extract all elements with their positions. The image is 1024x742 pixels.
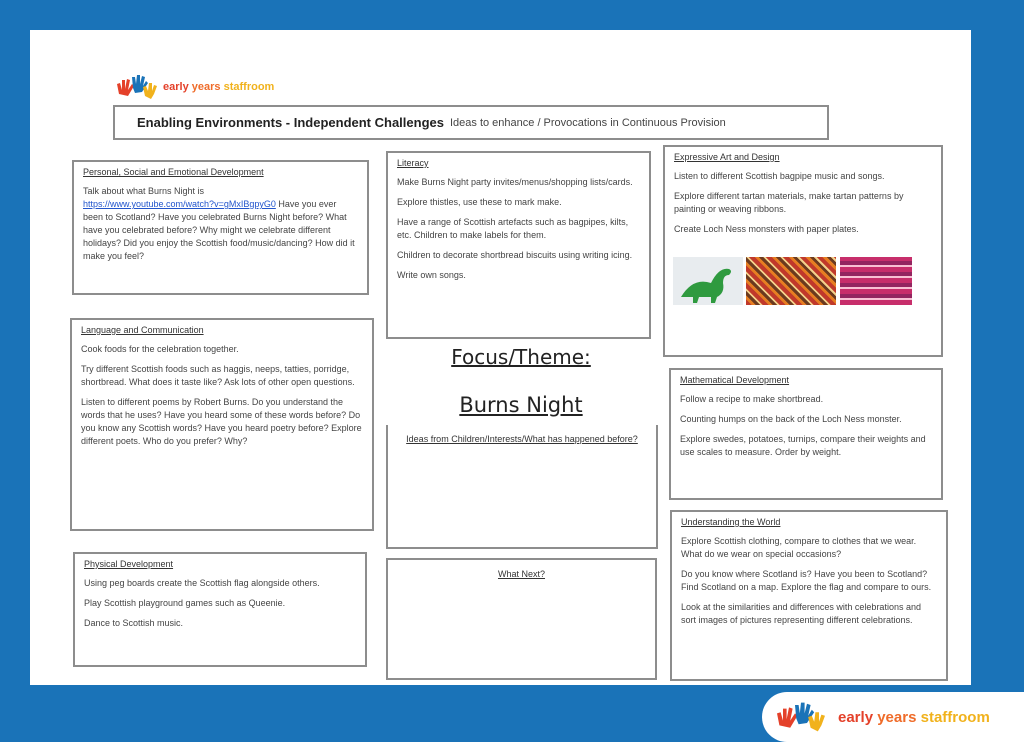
language-item: Cook foods for the celebration together. [81,344,239,355]
focus-label-text: Focus/Theme: [451,345,591,369]
literacy-item: Make Burns Night party invites/menus/shopping lists/cards. [397,177,633,188]
footer-word-early: early [838,708,874,726]
pse-video-link[interactable]: https://www.youtube.com/watch?v=gMxIBgpyG0 [83,199,276,210]
focus-label [386,345,656,369]
pse-box [72,160,369,295]
pse-text-2: Have you ever been to Scotland? Have you celebrated Burns Night before? What have you celebrated before? Why might we celebrate different holidays? Did you enjoy the Scottish food/music/dancing? How did it make you feel? [83,199,355,262]
maths-item: Counting humps on the back of the Loch Ness monster. [680,414,902,425]
tartan-weaving-photo [840,257,912,305]
what-next-heading: What Next? [497,569,546,579]
tartan-ribbon-photo [746,257,836,305]
hands-icon [115,72,159,102]
literacy-item: Explore thistles, use these to mark make. [397,197,562,208]
hands-icon [772,699,830,735]
footer-brand-text [838,709,990,726]
maths-item: Follow a recipe to make shortbread. [680,394,824,405]
focus-theme [386,393,656,417]
focus-theme-text: Burns Night [459,393,583,417]
language-item: Listen to different poems by Robert Burns. Do you understand the words that he uses? Have you heard some of these words before? Do you know any Scottish words? Have you heard poetry before? Explore different poets. Who do you prefer? Why? [81,397,362,447]
world-heading: Understanding the World [681,517,781,527]
literacy-item: Children to decorate shortbread biscuits using writing icing. [397,250,633,261]
physical-item: Play Scottish playground games such as Queenie. [84,598,286,609]
brand-logo [115,72,274,102]
page-subtitle: Ideas to enhance / Provocations in Continuous Provision [449,116,726,129]
ideas-box [386,425,658,549]
page-title: Enabling Environments - Independent Challenges [137,115,444,130]
expressive-art-box [663,145,943,357]
language-box [70,318,374,531]
world-item: Do you know where Scotland is? Have you been to Scotland? Find Scotland on a map. Explore the flag and compare to ours. [681,569,932,593]
physical-item: Using peg boards create the Scottish flag alongside others. [84,578,320,589]
physical-heading: Physical Development [84,559,174,569]
brand-word-early: early [163,81,189,93]
pse-heading: Personal, Social and Emotional Development [83,167,264,177]
dinosaur-icon [673,257,743,305]
expressive-item: Create Loch Ness monsters with paper plates. [674,224,859,235]
expressive-item: Explore different tartan materials, make tartan patterns by painting or weaving ribbons. [674,191,904,215]
maths-item: Explore swedes, potatoes, turnips, compare their weights and use scales to measure. Order by weight. [680,434,926,458]
footer-word-staffroom: staffroom [920,708,990,726]
literacy-item: Write own songs. [397,270,466,281]
language-item: Try different Scottish foods such as haggis, neeps, tatties, porridge, shortbread. What does it taste like? Ask lots of other open questions. [81,364,355,388]
literacy-box [386,151,651,339]
brand-text [163,81,274,93]
pse-text [83,185,358,263]
what-next-box [386,558,657,680]
maths-box [669,368,943,500]
brand-word-staffroom: staffroom [223,81,275,93]
footer-word-years: years [877,708,917,726]
expressive-item: Listen to different Scottish bagpipe music and songs. [674,171,885,182]
expressive-heading: Expressive Art and Design [674,152,780,162]
dinosaur-craft-photo [673,257,743,305]
world-item: Look at the similarities and differences with celebrations and sort images of pictures representing different celebrations. [681,602,921,626]
world-item: Explore Scottish clothing, compare to clothes that we wear. What do we wear on special occasions? [681,536,917,560]
literacy-heading: Literacy [397,158,429,168]
literacy-item: Have a range of Scottish artefacts such as bagpipes, kilts, etc. Children to make labels for them. [397,217,629,241]
physical-box [73,552,367,667]
footer-brand-logo [762,692,1024,742]
maths-heading: Mathematical Development [680,375,790,385]
physical-item: Dance to Scottish music. [84,618,184,629]
pse-text-1: Talk about what Burns Night is [83,186,205,197]
worksheet-page [30,30,971,685]
ideas-heading: Ideas from Children/Interests/What has happened before? [406,434,638,444]
brand-word-years: years [191,81,221,93]
title-banner [113,105,829,140]
world-box [670,510,948,681]
language-heading: Language and Communication [81,325,204,335]
